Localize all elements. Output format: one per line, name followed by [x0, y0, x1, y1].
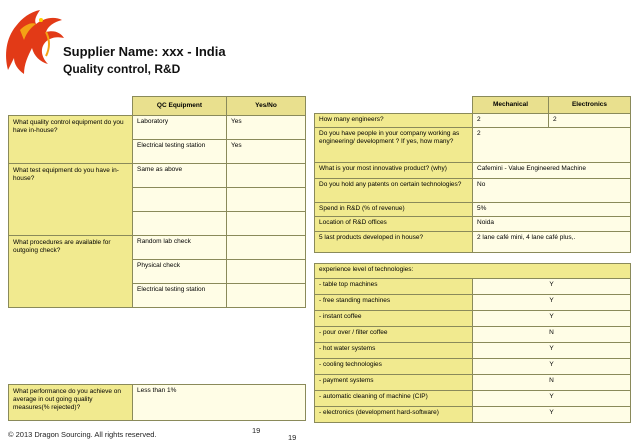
qc-answer-cell: Yes: [227, 140, 306, 164]
qc-equipment-cell: [133, 212, 227, 236]
rd-answer: 2: [473, 128, 631, 163]
qc-equipment-cell: Electrical testing station: [133, 140, 227, 164]
technology-value: Y: [473, 279, 631, 295]
qc-answer-cell: [227, 260, 306, 284]
technology-label: - cooling technologies: [315, 359, 473, 375]
technology-label: - electronics (development hard-software): [315, 407, 473, 423]
rd-question: 5 last products developed in house?: [315, 232, 473, 253]
copyright-footer: © 2013 Dragon Sourcing. All rights reserved.: [8, 430, 157, 439]
rd-header-blank: [315, 97, 473, 114]
qc-answer-cell: [227, 164, 306, 188]
supplier-title: Supplier Name: xxx - India: [63, 44, 226, 59]
rd-electronics-value: 2: [549, 114, 631, 128]
rd-question: Location of R&D offices: [315, 217, 473, 232]
rd-answer: No: [473, 179, 631, 203]
qc-equipment-cell: Electrical testing station: [133, 284, 227, 308]
qc-answer-cell: [227, 236, 306, 260]
qc-answer-cell: [227, 188, 306, 212]
qc-equipment-cell: Laboratory: [133, 116, 227, 140]
technology-label: - payment systems: [315, 375, 473, 391]
qc-question-outgoing: What procedures are available for outgoing check?: [9, 236, 133, 308]
rd-answer: 2 lane café mini, 4 lane café plus,.: [473, 232, 631, 253]
rd-answer: Cafemini - Value Engineered Machine: [473, 163, 631, 179]
qc-equipment-cell: [133, 188, 227, 212]
rd-table: [314, 96, 631, 253]
rd-question: Spend in R&D (% of revenue): [315, 203, 473, 217]
technology-value: N: [473, 327, 631, 343]
rd-question: Do you have people in your company working as engineering/ development ? If yes, how many?: [315, 128, 473, 163]
page-number: 19: [252, 426, 261, 435]
qc-performance-answer: Less than 1%: [133, 385, 306, 421]
page-number-secondary: 19: [288, 433, 297, 442]
rd-question: Do you hold any patents on certain technologies?: [315, 179, 473, 203]
qc-equipment-table: [8, 96, 306, 308]
technology-label: - pour over / filter coffee: [315, 327, 473, 343]
technology-value: N: [473, 375, 631, 391]
rd-question: What is your most innovative product? (why): [315, 163, 473, 179]
rd-electronics-header: Electronics: [549, 97, 631, 114]
qc-header-blank: [9, 97, 133, 116]
qc-answer-cell: [227, 284, 306, 308]
qc-equipment-header: QC Equipment: [133, 97, 227, 116]
technology-value: Y: [473, 391, 631, 407]
qc-answer-cell: Yes: [227, 116, 306, 140]
technology-label: - table top machines: [315, 279, 473, 295]
rd-answer: 5%: [473, 203, 631, 217]
qc-performance-table: [8, 384, 306, 421]
qc-question-performance: What performance do you achieve on average in out going quality measures(% rejected)?: [9, 385, 133, 421]
rd-answer: Noida: [473, 217, 631, 232]
rd-question: How many engineers?: [315, 114, 473, 128]
qc-equipment-cell: Random lab check: [133, 236, 227, 260]
technology-label: - free standing machines: [315, 295, 473, 311]
technology-value: Y: [473, 311, 631, 327]
technologies-table: [314, 263, 631, 423]
technology-value: Y: [473, 343, 631, 359]
technology-label: - automatic cleaning of machine (CIP): [315, 391, 473, 407]
dragon-logo: [0, 0, 70, 85]
qc-question-test-equipment: What test equipment do you have in-house?: [9, 164, 133, 236]
qc-equipment-cell: Physical check: [133, 260, 227, 284]
rd-mechanical-value: 2: [473, 114, 549, 128]
technology-label: - hot water systems: [315, 343, 473, 359]
rd-mechanical-header: Mechanical: [473, 97, 549, 114]
technology-value: Y: [473, 359, 631, 375]
technology-value: Y: [473, 407, 631, 423]
qc-yesno-header: Yes/No: [227, 97, 306, 116]
qc-answer-cell: [227, 212, 306, 236]
qc-question-inhouse: What quality control equipment do you have in-house?: [9, 116, 133, 164]
technologies-header: experience level of technologies:: [315, 264, 631, 279]
technology-value: Y: [473, 295, 631, 311]
qc-equipment-cell: Same as above: [133, 164, 227, 188]
section-subtitle: Quality control, R&D: [63, 62, 181, 76]
technology-label: - instant coffee: [315, 311, 473, 327]
